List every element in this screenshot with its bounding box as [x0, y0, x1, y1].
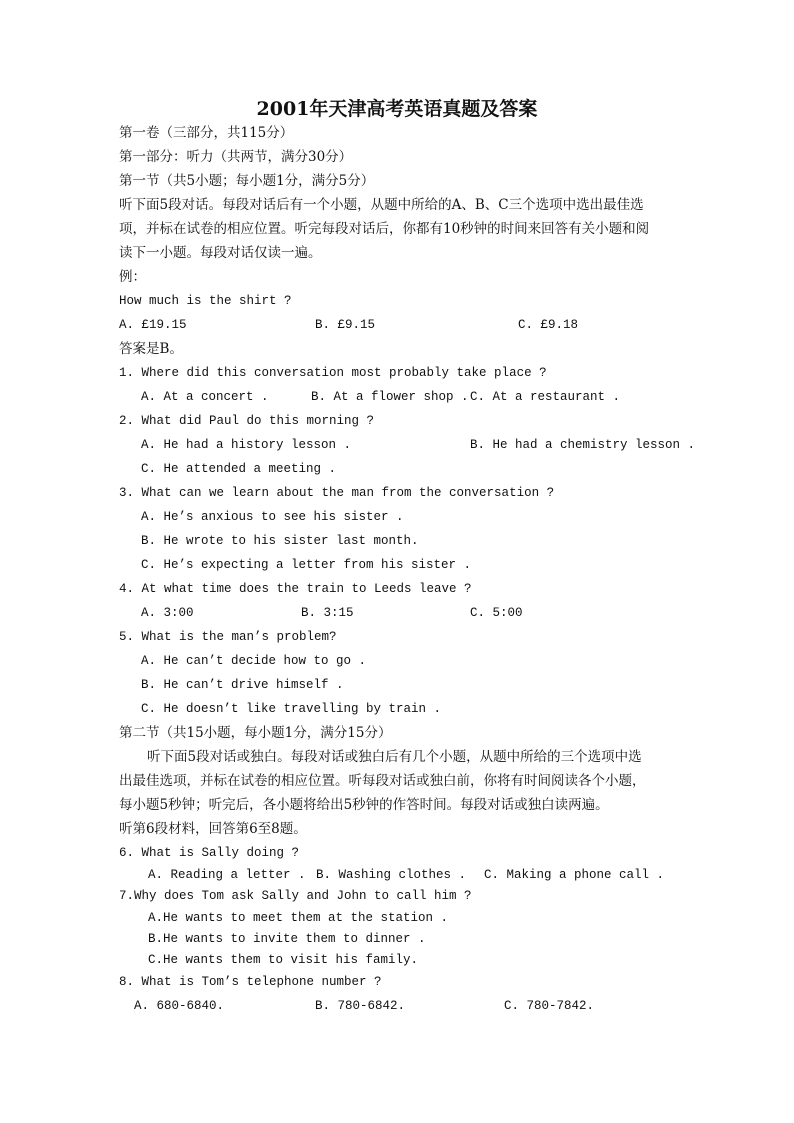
question-2: 2. What did Paul do this morning ?: [119, 414, 375, 428]
section1-header: 第一节（共5小题；每小题1分，满分5分）: [119, 173, 375, 189]
q7-option-a: A.He wants to meet them at the station .: [148, 911, 449, 925]
question-5: 5. What is the man’s problem?: [119, 630, 337, 644]
q8-option-b: B. 780-6842.: [315, 999, 406, 1013]
q4-option-b: B. 3:15: [301, 606, 354, 620]
part1-header: 第一部分：听力（共两节，满分30分）: [119, 149, 353, 165]
q1-option-c: C. At a restaurant .: [470, 390, 621, 404]
section2-instruction-line: 每小题5秒钟；听完后，各小题将给出5秒钟的作答时间。每段对话或独白读两遍。: [119, 797, 609, 813]
q3-option-c: C. He’s expecting a letter from his sister .: [141, 558, 472, 572]
instruction-line: 读下一小题。每段对话仅读一遍。: [119, 245, 322, 261]
q2-option-b: B. He had a chemistry lesson .: [470, 438, 696, 452]
q2-option-a: A. He had a history lesson .: [141, 438, 352, 452]
q1-option-b: B. At a flower shop .: [311, 390, 469, 404]
q4-option-c: C. 5:00: [470, 606, 523, 620]
volume-header: 第一卷（三部分，共115分）: [119, 125, 294, 141]
question-6: 6. What is Sally doing ?: [119, 846, 300, 860]
q7-option-c: C.He wants them to visit his family.: [148, 953, 419, 967]
example-option-a: A. £19.15: [119, 318, 187, 332]
q5-option-b: B. He can’t drive himself .: [141, 678, 344, 692]
example-option-b: B. £9.15: [315, 318, 376, 332]
section2-header: 第二节（共15小题，每小题1分，满分15分）: [119, 725, 392, 741]
instruction-line: 项，并标在试卷的相应位置。听完每段对话后，你都有10秒钟的时间来回答有关小题和阅: [119, 221, 650, 237]
q3-option-b: B. He wrote to his sister last month.: [141, 534, 419, 548]
q6-option-b: B. Washing clothes .: [316, 868, 467, 882]
q1-option-a: A. At a concert .: [141, 390, 269, 404]
example-answer: 答案是B。: [119, 341, 183, 357]
q4-option-a: A. 3:00: [141, 606, 194, 620]
section2-instruction-line: 出最佳选项，并标在试卷的相应位置。听每段对话或独白前，你将有时间阅读各个小题，: [119, 773, 646, 789]
q6-option-a: A. Reading a letter .: [148, 868, 306, 882]
q7-option-b: B.He wants to invite them to dinner .: [148, 932, 426, 946]
q8-option-c: C. 780-7842.: [504, 999, 595, 1013]
question-4: 4. At what time does the train to Leeds leave ?: [119, 582, 472, 596]
q3-option-a: A. He’s anxious to see his sister .: [141, 510, 404, 524]
instruction-line: 听下面5段对话。每段对话后有一个小题，从题中所给的A、B、C三个选项中选出最佳选: [119, 197, 644, 213]
example-option-c: C. £9.18: [518, 318, 579, 332]
material-note: 听第6段材料，回答第6至8题。: [119, 821, 307, 837]
q2-option-c: C. He attended a meeting .: [141, 462, 337, 476]
q8-option-a: A. 680-6840.: [134, 999, 225, 1013]
page-title: 2001年天津高考英语真题及答案: [256, 98, 538, 120]
question-3: 3. What can we learn about the man from the conversation ?: [119, 486, 555, 500]
q6-option-c: C. Making a phone call .: [484, 868, 665, 882]
question-1: 1. Where did this conversation most probably take place ?: [119, 366, 547, 380]
example-label: 例：: [119, 269, 146, 285]
example-question: How much is the shirt ?: [119, 294, 292, 308]
question-7: 7.Why does Tom ask Sally and John to call him ?: [119, 889, 472, 903]
q5-option-a: A. He can’t decide how to go .: [141, 654, 367, 668]
q5-option-c: C. He doesn’t like travelling by train .: [141, 702, 442, 716]
section2-instruction-line: 听下面5段对话或独白。每段对话或独白后有几个小题，从题中所给的三个选项中选: [147, 749, 642, 765]
question-8: 8. What is Tom’s telephone number ?: [119, 975, 382, 989]
